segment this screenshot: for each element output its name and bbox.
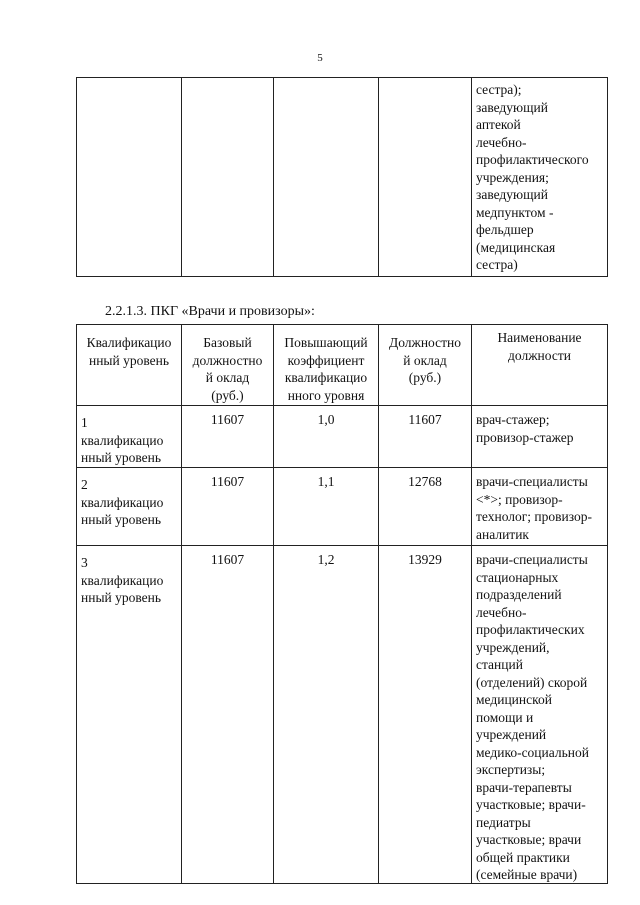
position-text-line: станций [476, 657, 523, 672]
position-text-line: учреждений, [476, 639, 550, 655]
header-text-line: должности [508, 347, 571, 363]
row-1-salary: 11607 [408, 412, 442, 427]
table-border-left [76, 324, 77, 884]
header-text-line: (руб.) [408, 370, 442, 385]
table-border-right [607, 77, 608, 277]
position-text-line: помощи и [476, 709, 534, 725]
table-divider [273, 324, 274, 884]
header-qualification-level [77, 334, 181, 369]
position-text-line: педиатры [476, 814, 531, 830]
header-coefficient [274, 334, 378, 404]
cell-text-line: учреждения; [476, 169, 549, 185]
position-text-line: профилактических [476, 622, 585, 637]
position-text-line: лечебно- [476, 604, 527, 620]
header-text-line: Повышающий [284, 335, 368, 350]
header-text-line: й оклад [205, 370, 250, 385]
level-text-line: квалификацио [81, 494, 164, 510]
table-border-top [76, 77, 608, 78]
row-3-base-salary: 11607 [210, 552, 245, 567]
cell-text-line: сестра) [476, 257, 518, 272]
cell-text-line: заведующий [476, 99, 548, 115]
position-text-line: врач-стажер; [476, 412, 550, 427]
position-text-line: экспертизы; [476, 762, 546, 777]
header-text-line: коэффициент [287, 352, 365, 368]
page-number: 5 [317, 52, 323, 64]
table-divider [181, 77, 182, 277]
position-text-line: общей практики [476, 849, 570, 865]
row-2-level [81, 476, 163, 529]
cell-text-line: профилактического [476, 152, 589, 167]
row-3-level [81, 554, 163, 607]
header-text-line: (руб.) [211, 387, 244, 403]
header-text-line: нный уровень [88, 352, 170, 368]
table-border-right [607, 324, 608, 884]
table-divider [181, 324, 182, 884]
table-border-top [76, 324, 608, 325]
row-3-salary: 13929 [408, 552, 442, 567]
level-text-line: квалификацио [81, 572, 164, 588]
level-text-line: 3 [81, 555, 88, 570]
position-text-line: учреждений [476, 727, 547, 742]
table-divider [378, 324, 379, 884]
position-text-line: (семейные врачи) [476, 867, 578, 882]
row-1-level [81, 414, 163, 467]
cell-text-line: заведующий [476, 187, 548, 202]
table-row-divider [76, 467, 608, 468]
row-2-salary: 12768 [408, 474, 442, 489]
level-text-line: нный уровень [81, 590, 162, 605]
position-text-line: медицинской [476, 692, 552, 707]
row-1-positions [476, 411, 574, 446]
row-3-coefficient: 1,2 [317, 552, 335, 567]
row-1-base-salary: 11607 [210, 412, 245, 427]
table-border-bottom [76, 276, 608, 277]
header-text-line: должностно [192, 352, 263, 368]
position-text-line: медико-социальной [476, 744, 589, 760]
position-text-line: (отделений) скорой [476, 674, 588, 690]
row-2-coefficient: 1,1 [317, 474, 335, 489]
cell-text-line: лечебно- [476, 134, 527, 150]
level-text-line: 2 [81, 477, 88, 492]
position-text-line: подразделений [476, 587, 562, 602]
cell-text-line: (медицинская [476, 239, 556, 255]
cell-text-line: сестра); [476, 82, 522, 97]
position-text-line: технолог; провизор- [476, 509, 592, 524]
header-text-line: квалификацио [284, 370, 368, 385]
position-text-line: врачи-терапевты [476, 779, 572, 795]
table-border-left [76, 77, 77, 277]
table-divider [273, 77, 274, 277]
position-names-cell [476, 81, 589, 274]
cell-text-line: фельдшер [476, 222, 534, 237]
header-text-line: Наименование [497, 330, 582, 345]
header-position-name [472, 329, 607, 364]
position-text-line: провизор-стажер [476, 429, 574, 445]
cell-text-line: аптекой [476, 117, 521, 132]
header-text-line: й оклад [403, 352, 447, 368]
row-2-base-salary: 11607 [210, 474, 245, 489]
table-divider [471, 77, 472, 277]
position-text-line: стационарных [476, 569, 559, 585]
row-3-positions [476, 551, 589, 884]
row-1-coefficient: 1,0 [317, 412, 335, 427]
table-row-divider [76, 405, 608, 406]
position-text-line: участковые; врачи [476, 832, 582, 847]
section-title: 2.2.1.3. ПКГ «Врачи и провизоры»: [105, 304, 315, 319]
table-divider [471, 324, 472, 884]
table-divider [378, 77, 379, 277]
level-text-line: нный уровень [81, 450, 162, 465]
header-text-line: Базовый [203, 335, 252, 350]
position-text-line: аналитик [476, 526, 529, 542]
header-text-line: Квалификацио [86, 335, 172, 350]
row-2-positions [476, 473, 592, 543]
position-text-line: врачи-специалисты [476, 552, 588, 567]
position-text-line: участковые; врачи- [476, 797, 586, 812]
table-row-divider [76, 545, 608, 546]
level-text-line: квалификацио [81, 432, 164, 448]
level-text-line: нный уровень [81, 512, 162, 527]
position-text-line: врачи-специалисты [476, 474, 588, 489]
cell-text-line: медпунктом - [476, 204, 554, 220]
header-salary [379, 334, 471, 387]
header-base-salary [182, 334, 273, 404]
header-text-line: нного уровня [287, 387, 365, 403]
header-text-line: Должностно [388, 335, 462, 350]
level-text-line: 1 [81, 415, 88, 430]
position-text-line: <*>; провизор- [476, 491, 563, 507]
